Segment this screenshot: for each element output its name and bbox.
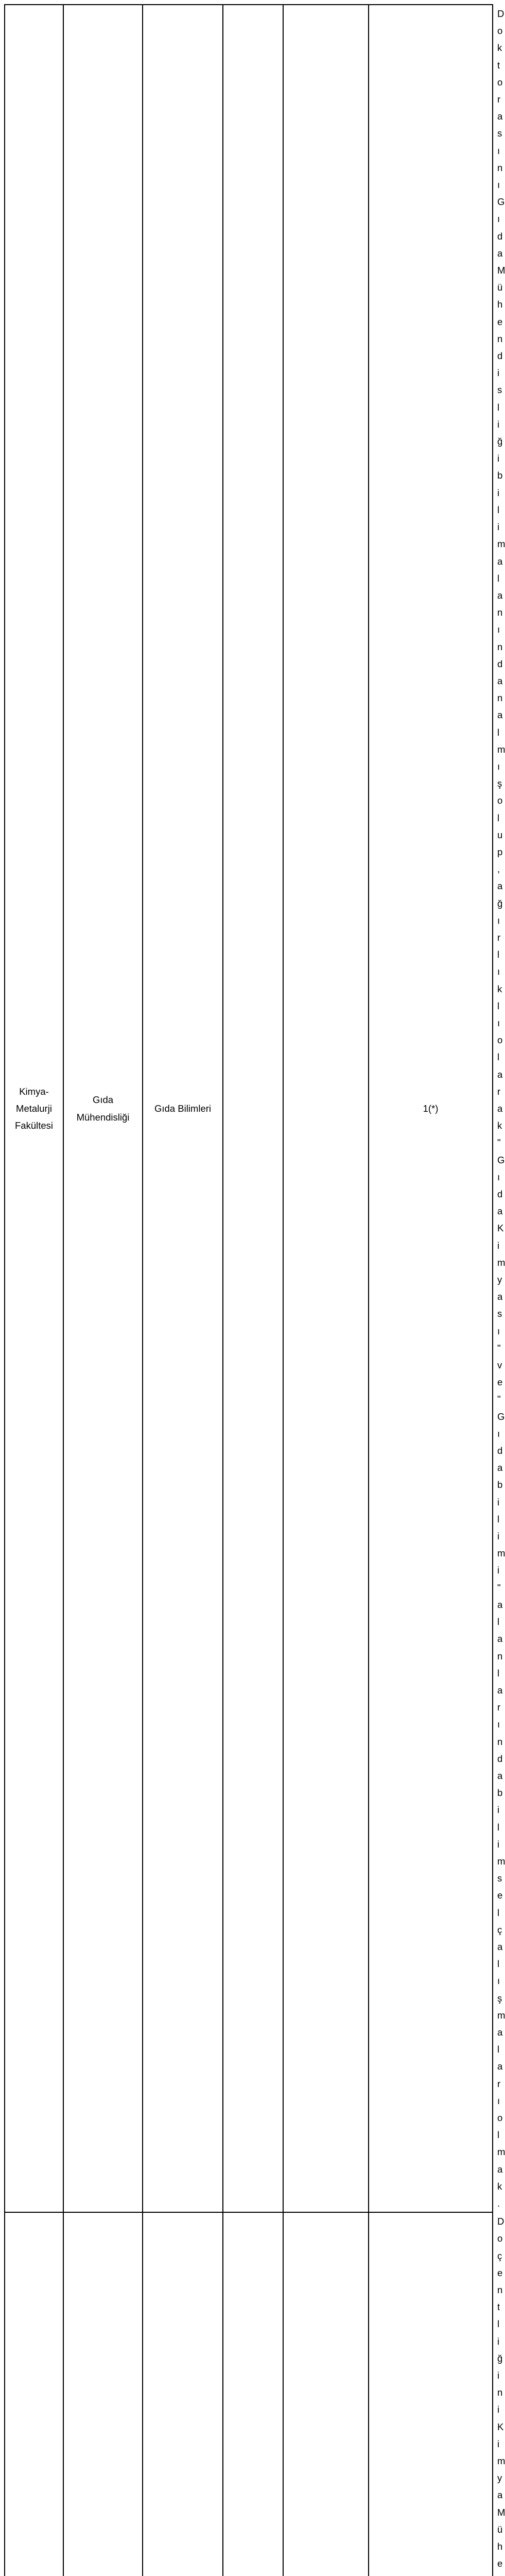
assistant-count-cell — [369, 2212, 493, 2576]
department-cell — [63, 2212, 143, 2576]
associate-count-cell — [283, 2212, 369, 2576]
positions-table — [4, 4, 505, 2576]
faculty-cell: Kimya-Metalurji Fakültesi — [5, 5, 63, 2212]
professor-count-cell — [223, 2212, 283, 2576]
associate-count-cell — [283, 5, 369, 2212]
table-row: Kimya-Metalurji Fakültesi Gıda Mühendisliği Gıda Bilimleri 1(*) Doktorasını Gıda Mühendisliği bilim alanından almış olup, ağırlıklı olarak "Gıda Kimyası" ve "Gıda bilimi" alanlarında bilimsel çalışmaları olmak. — [5, 5, 493, 2212]
department-cell: Gıda Mühendisliği — [63, 5, 143, 2212]
assistant-count-cell: 1(*) — [369, 5, 493, 2212]
field-cell: Gıda Bilimleri — [143, 5, 223, 2212]
professor-count-cell — [223, 5, 283, 2212]
field-cell — [143, 2212, 223, 2576]
faculty-cell — [5, 2212, 63, 2576]
table-row: Doçentliğini Kimya Mühe — [5, 2212, 493, 2576]
